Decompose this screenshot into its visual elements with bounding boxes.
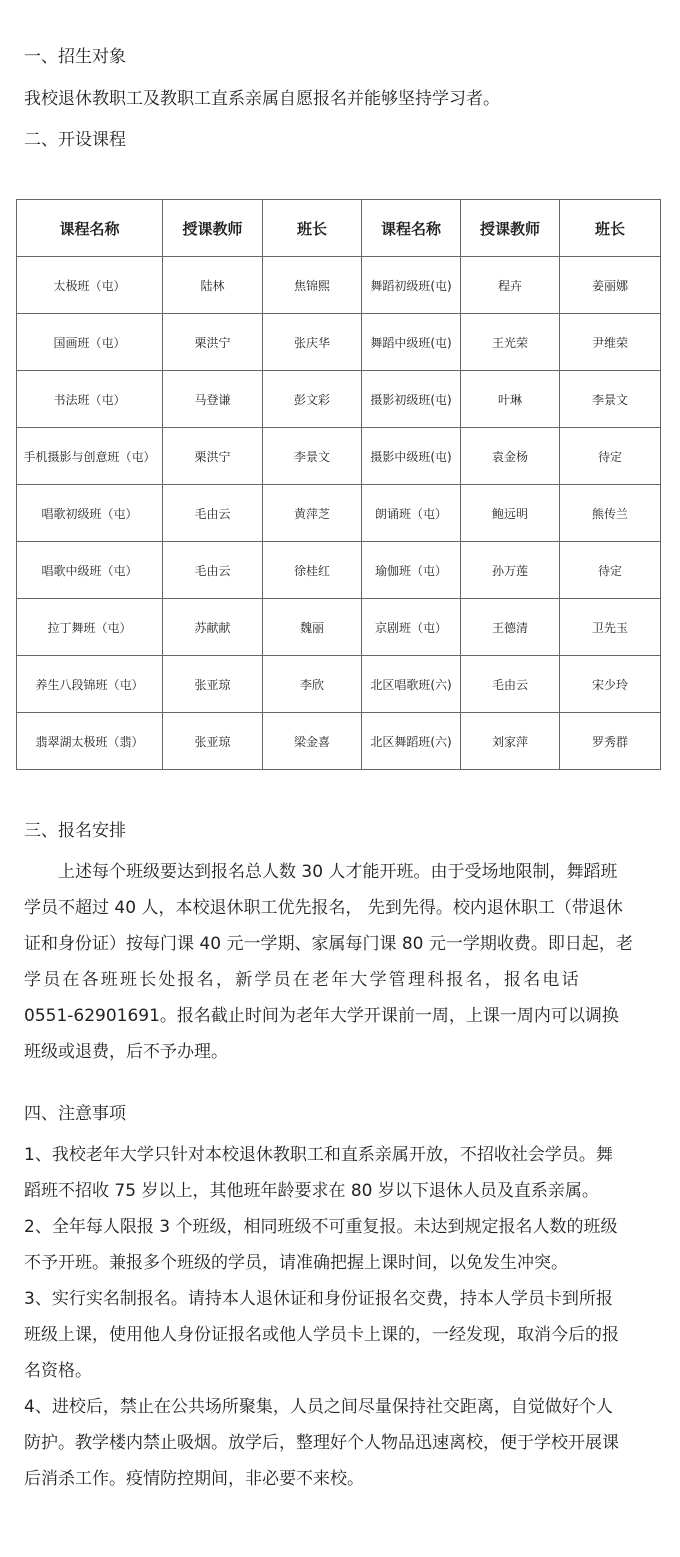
- paragraph-line: 0551-62901691。报名截止时间为老年大学开课前一周，上课一周内可以调换: [24, 1006, 619, 1026]
- table-cell: 待定: [560, 542, 661, 599]
- paragraph-line: 学员不超过 40 人，本校退休职工优先报名， 先到先得。校内退休职工（带退休: [24, 898, 623, 918]
- course-table: [16, 199, 661, 770]
- table-header-row: [17, 200, 661, 257]
- table-cell: 张亚琼: [163, 656, 263, 713]
- table-cell: 李景文: [263, 428, 362, 485]
- table-cell: 罗秀群: [560, 713, 661, 770]
- note-item-3-line: 班级上课，使用他人身份证报名或他人学员卡上课的，一经发现，取消今后的报: [24, 1325, 619, 1345]
- table-cell: 徐桂红: [263, 542, 362, 599]
- table-cell: 北区舞蹈班(六): [362, 713, 461, 770]
- header-monitor: 班长: [560, 200, 661, 257]
- table-cell: 黄萍芝: [263, 485, 362, 542]
- table-cell: 宋少玲: [560, 656, 661, 713]
- table-cell: 姜丽娜: [560, 257, 661, 314]
- note-item-1-line: 蹈班不招收 75 岁以上，其他班年龄要求在 80 岁以下退休人员及直系亲属。: [24, 1181, 599, 1201]
- table-cell: 焦锦熙: [263, 257, 362, 314]
- registration-paragraph: [24, 854, 656, 1070]
- table-row: [17, 428, 661, 485]
- table-row: [17, 371, 661, 428]
- table-cell: 卫先玉: [560, 599, 661, 656]
- note-item-3-line: 3、实行实名制报名。请持本人退休证和身份证报名交费，持本人学员卡到所报: [24, 1289, 613, 1309]
- table-cell: 李景文: [560, 371, 661, 428]
- table-cell: 刘家萍: [461, 713, 560, 770]
- table-cell: 叶琳: [461, 371, 560, 428]
- table-cell: 毛由云: [163, 542, 263, 599]
- table-cell: 养生八段锦班（屯）: [17, 656, 163, 713]
- table-row: [17, 257, 661, 314]
- table-row: [17, 314, 661, 371]
- table-cell: 袁金杨: [461, 428, 560, 485]
- table-cell: 毛由云: [461, 656, 560, 713]
- table-cell: 太极班（屯）: [17, 257, 163, 314]
- notes-list: [24, 1137, 656, 1497]
- table-row: [17, 485, 661, 542]
- paragraph-line: 证和身份证）按每门课 40 元一学期、家属每门课 80 元一学期收费。即日起，老: [24, 934, 633, 954]
- table-cell: 舞蹈中级班(屯): [362, 314, 461, 371]
- table-row: [17, 713, 661, 770]
- enrollment-target-text: 我校退休教职工及教职工直系亲属自愿报名并能够坚持学习者。: [24, 89, 500, 109]
- table-cell: 国画班（屯）: [17, 314, 163, 371]
- note-item-4-line: 防护。教学楼内禁止吸烟。放学后，整理好个人物品迅速离校，便于学校开展课: [24, 1433, 619, 1453]
- table-cell: 毛由云: [163, 485, 263, 542]
- table-cell: 陆林: [163, 257, 263, 314]
- table-cell: 待定: [560, 428, 661, 485]
- table-cell: 唱歌中级班（屯）: [17, 542, 163, 599]
- header-monitor: 班长: [263, 200, 362, 257]
- table-cell: 拉丁舞班（屯）: [17, 599, 163, 656]
- table-cell: 唱歌初级班（屯）: [17, 485, 163, 542]
- table-cell: 摄影中级班(屯): [362, 428, 461, 485]
- table-cell: 摄影初级班(屯): [362, 371, 461, 428]
- table-cell: 栗洪宁: [163, 314, 263, 371]
- table-cell: 尹维荣: [560, 314, 661, 371]
- table-cell: 翡翠湖太极班（翡）: [17, 713, 163, 770]
- paragraph-line: 学员在各班班长处报名，新学员在老年大学管理科报名，报名电话: [24, 970, 581, 990]
- paragraph-line: 上述每个班级要达到报名总人数 30 人才能开班。由于受场地限制，舞蹈班: [24, 862, 618, 882]
- table-cell: 魏丽: [263, 599, 362, 656]
- header-course-name: 课程名称: [362, 200, 461, 257]
- table-cell: 京剧班（屯）: [362, 599, 461, 656]
- section-heading-enrollment-target: 一、招生对象: [24, 47, 126, 67]
- table-cell: 王德清: [461, 599, 560, 656]
- table-cell: 李欣: [263, 656, 362, 713]
- table-cell: 北区唱歌班(六): [362, 656, 461, 713]
- header-course-name: 课程名称: [17, 200, 163, 257]
- table-cell: 手机摄影与创意班（屯）: [17, 428, 163, 485]
- table-cell: 张亚琼: [163, 713, 263, 770]
- note-item-4-line: 后消杀工作。疫情防控期间，非必要不来校。: [24, 1469, 364, 1489]
- table-row: [17, 656, 661, 713]
- table-cell: 朗诵班（屯）: [362, 485, 461, 542]
- header-teacher: 授课教师: [461, 200, 560, 257]
- note-item-3-line: 名资格。: [24, 1361, 92, 1381]
- table-cell: 王光荣: [461, 314, 560, 371]
- table-cell: 熊传兰: [560, 485, 661, 542]
- table-row: [17, 542, 661, 599]
- section-heading-registration: 三、报名安排: [24, 821, 126, 841]
- table-cell: 栗洪宁: [163, 428, 263, 485]
- section-heading-courses: 二、开设课程: [24, 130, 126, 150]
- table-cell: 鲍远明: [461, 485, 560, 542]
- table-cell: 程卉: [461, 257, 560, 314]
- table-cell: 孙万莲: [461, 542, 560, 599]
- header-teacher: 授课教师: [163, 200, 263, 257]
- table-cell: 书法班（屯）: [17, 371, 163, 428]
- section-heading-notes: 四、注意事项: [24, 1104, 126, 1124]
- table-cell: 马登谦: [163, 371, 263, 428]
- table-cell: 苏献献: [163, 599, 263, 656]
- note-item-2-line: 不予开班。兼报多个班级的学员，请准确把握上课时间，以免发生冲突。: [24, 1253, 568, 1273]
- table-row: [17, 599, 661, 656]
- table-cell: 舞蹈初级班(屯): [362, 257, 461, 314]
- table-cell: 瑜伽班（屯）: [362, 542, 461, 599]
- note-item-2-line: 2、全年每人限报 3 个班级，相同班级不可重复报。未达到规定报名人数的班级: [24, 1217, 618, 1237]
- note-item-1-line: 1、我校老年大学只针对本校退休教职工和直系亲属开放，不招收社会学员。舞: [24, 1145, 613, 1165]
- note-item-4-line: 4、进校后，禁止在公共场所聚集，人员之间尽量保持社交距离，自觉做好个人: [24, 1397, 613, 1417]
- table-cell: 张庆华: [263, 314, 362, 371]
- table-cell: 彭文彩: [263, 371, 362, 428]
- table-cell: 梁金喜: [263, 713, 362, 770]
- paragraph-line: 班级或退费，后不予办理。: [24, 1042, 228, 1062]
